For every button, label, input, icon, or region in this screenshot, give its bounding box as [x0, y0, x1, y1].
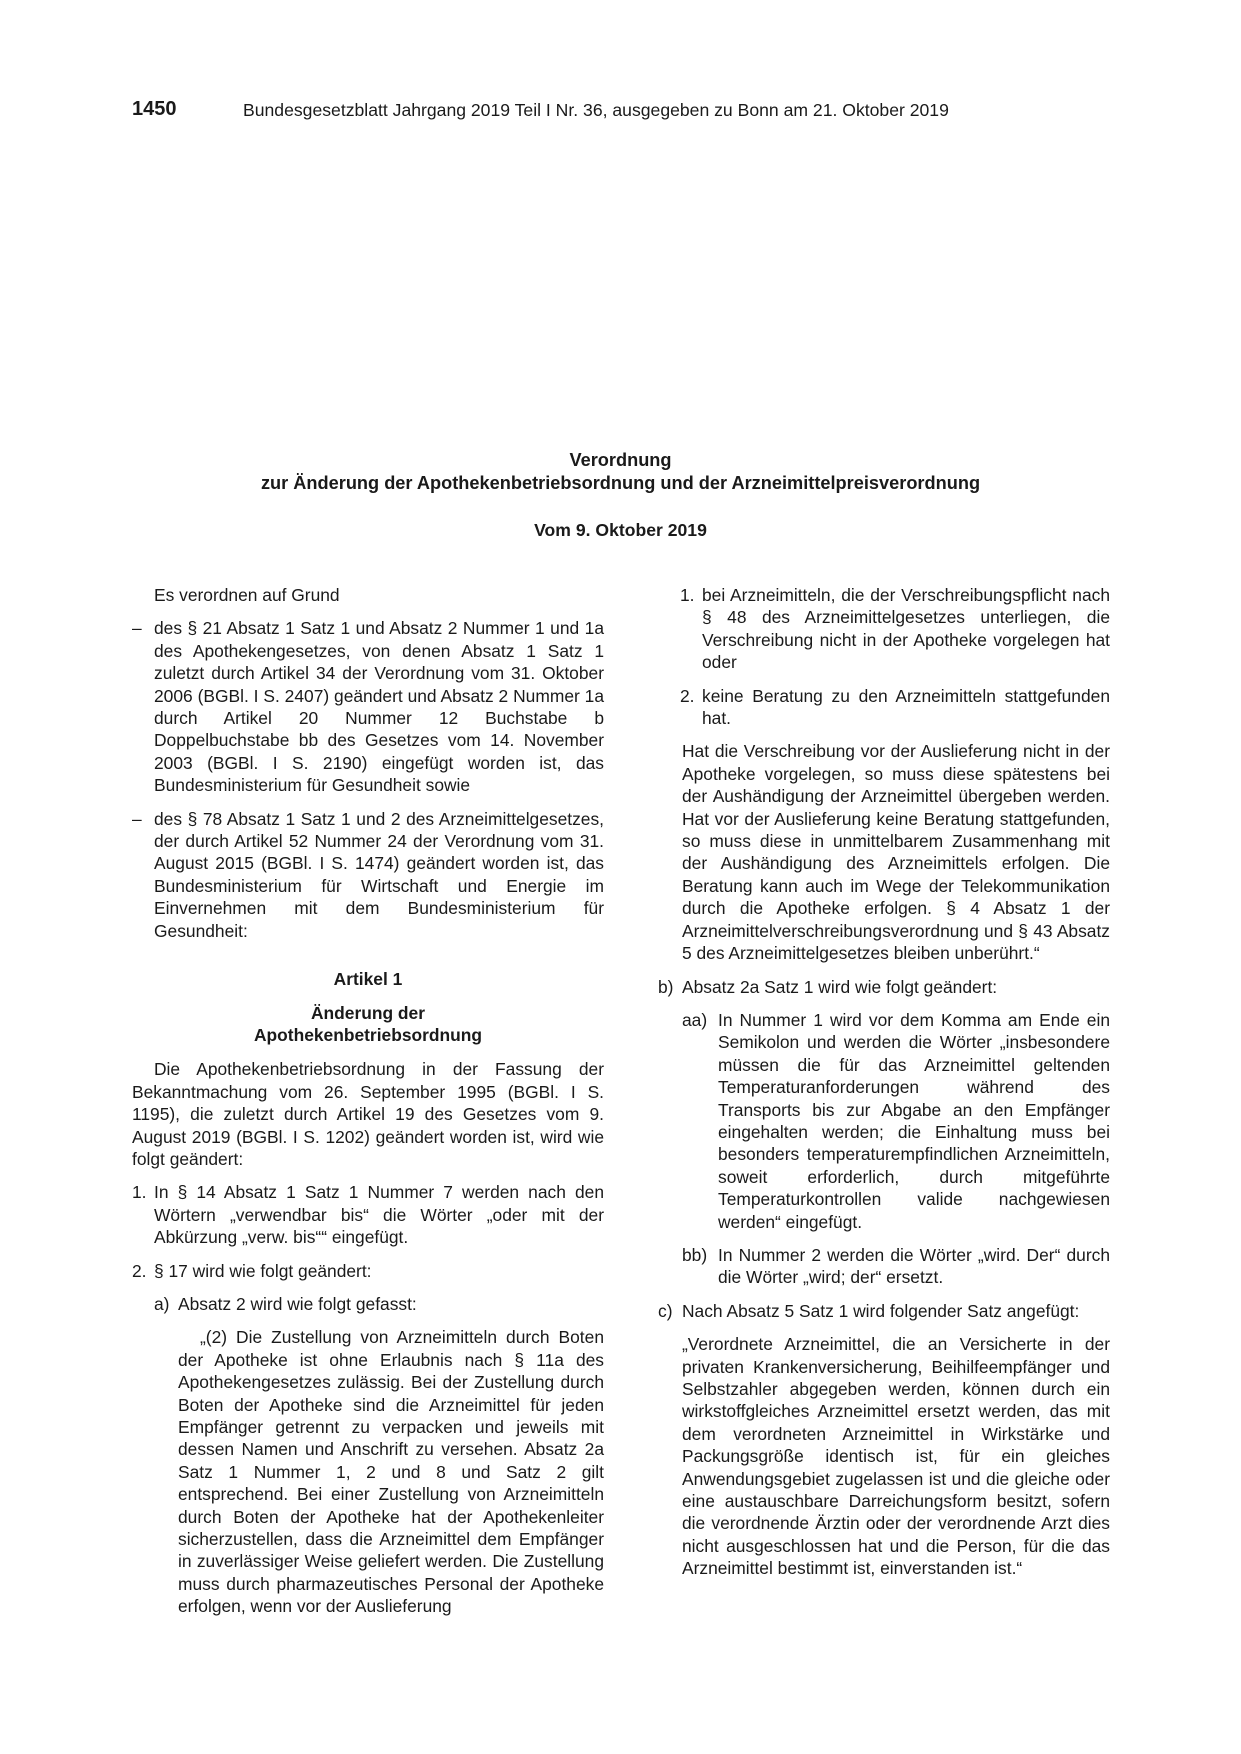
sub-marker: bb) [682, 1244, 708, 1265]
sub-item-a [132, 1293, 604, 1315]
page-number: 1450 [132, 98, 177, 120]
document-date: Vom 9. Oktober 2019 [534, 520, 707, 540]
left-column [132, 584, 604, 1618]
list-item-text: bei Arzneimitteln, die der Verschreibungspflicht nach § 48 des Arzneimittelgesetzes unterliegen, die Verschreibung nicht in der Apotheke vorgelegen hat oder [702, 585, 1110, 673]
list-marker: 1. [132, 1182, 147, 1203]
quoted-paragraph: „(2) Die Zustellung von Arzneimitteln durch Boten der Apotheke ist ohne Erlaubnis nach § 11a des Apothekengesetzes zulässig. Bei der Zustellung durch Boten der Apotheke sind die Arzneimittel für jeden Empfänger getrennt zu verpacken und jeweils mit dessen Namen und Anschrift zu versehen. Absatz 2a Satz 1 Nummer 1, 2 und 8 und Satz 2 gilt entsprechend. Bei einer Zustellung von Arzneimitteln durch Boten der Apotheke hat der Apothekenleiter sicherzustellen, dass die Arzneimittel dem Empfänger in zuverlässiger Weise geliefert werden. Die Zustellung muss durch pharmazeutisches Personal der Apotheke erfolgen, wenn vor der Auslieferung [178, 1327, 604, 1617]
article-heading: Artikel 1 [333, 969, 403, 990]
sub-marker: aa) [682, 1009, 708, 1030]
sub-item-text: In Nummer 1 wird vor dem Komma am Ende ein Semikolon und werden die Wörter „insbesondere müssen die für das Arzneimittel geltenden Temperaturanforderungen während des Transports bis zur Abgabe an den Empfänger eingehalten werden; die Einhaltung muss bei besonders temperaturempfindlichen Arzneimitteln, soweit erforderlich, durch mitgeführte Temperaturkontrollen valide nachgewiesen werden“ eingefügt. [718, 1009, 1110, 1232]
list-item-text: keine Beratung zu den Arzneimitteln stattgefunden hat. [702, 685, 1110, 729]
dash-marker: – [132, 618, 142, 639]
list-item-1 [132, 1181, 604, 1248]
list-marker: 1. [680, 585, 695, 605]
article-title-line-2: Apothekenbetriebsordnung [253, 1024, 482, 1045]
list-marker: 2. [680, 685, 695, 706]
sub-item-text: In Nummer 2 werden die Wörter „wird. Der“ durch die Wörter „wird; der“ ersetzt. [718, 1244, 1110, 1288]
article-body: Die Apothekenbetriebsordnung in der Fassung der Bekanntmachung vom 26. September 1995 (BGBl. I S. 1195), die zuletzt durch Artikel 19 des Gesetzes vom 9. August 2019 (BGBl. I S. 1202) geändert worden ist, wird wie folgt geändert: [132, 1059, 604, 1169]
document-title [132, 449, 1109, 495]
list-item-text: § 17 wird wie folgt geändert: [154, 1260, 372, 1281]
right-item-1 [680, 584, 1110, 674]
sub-item-aa [658, 1009, 1110, 1233]
dash-item-text: des § 21 Absatz 1 Satz 1 und Absatz 2 Nummer 1 und 1a des Apothekengesetzes, von denen Absatz 1 Satz 1 zuletzt durch Artikel 34 der Verordnung vom 31. Oktober 2006 (BGBl. I S. 2407) geändert und Absatz 2 Nummer 1a durch Artikel 20 Nummer 12 Buchstabe b Doppelbuchstabe bb des Gesetzes vom 14. November 2003 (BGBl. I S. 2190) eingefügt worden ist, das Bundesministerium für Gesundheit sowie [154, 618, 604, 796]
right-item-2 [680, 685, 1110, 730]
sub-marker: a) [154, 1293, 170, 1314]
sub-item-text: Absatz 2 wird wie folgt gefasst: [178, 1293, 417, 1314]
article-title [132, 1002, 604, 1047]
list-marker: 2. [132, 1260, 147, 1281]
list-item-2 [132, 1260, 604, 1282]
right-column [658, 584, 1110, 1580]
dash-item-1 [132, 617, 604, 796]
dash-item-text: des § 78 Absatz 1 Satz 1 und 2 des Arzneimittelgesetzes, der durch Artikel 52 Nummer 24 der Verordnung vom 31. August 2015 (BGBl. I S. 1474) geändert worden ist, das Bundesministerium für Wirtschaft und Energie im Einvernehmen mit dem Bundesministerium für Gesundheit: [154, 808, 604, 941]
dash-marker: – [132, 808, 142, 829]
intro-text: Es verordnen auf Grund [154, 585, 340, 605]
quoted-paragraph-c: „Verordnete Arzneimittel, die an Versicherte in der privaten Krankenversicherung, Beihilfeempfänger und Selbstzahler abgegeben werden, können durch ein wirkstoffgleiches Arzneimittel ersetzt werden, das mit dem verordneten Arzneimittel in Wirkstärke und Packungsgröße identisch ist, für ein gleiches Anwendungsgebiet zugelassen ist und die gleiche oder eine austauschbare Darreichungsform besitzt, sofern die verordnende Ärztin oder der verordnende Arzt dies nicht ausgeschlossen hat und die Person, für die das Arzneimittel bestimmt ist, einverstanden ist.“ [682, 1334, 1110, 1579]
running-title: Bundesgesetzblatt Jahrgang 2019 Teil I Nr. 36, ausgegeben zu Bonn am 21. Oktober 2019 [243, 100, 949, 120]
sub-marker: b) [658, 976, 674, 997]
sub-item-text: Nach Absatz 5 Satz 1 wird folgender Satz angefügt: [682, 1300, 1080, 1321]
article-title-line-1: Änderung der [310, 1002, 425, 1023]
sub-item-c [658, 1300, 1110, 1322]
sub-item-bb [658, 1244, 1110, 1289]
title-line-2: zur Änderung der Apothekenbetriebsordnung und der Arzneimittelpreisverordnung [260, 473, 981, 493]
dash-item-2 [132, 808, 604, 942]
page-header [132, 98, 1141, 124]
title-line-1: Verordnung [569, 450, 672, 470]
list-item-text: In § 14 Absatz 1 Satz 1 Nummer 7 werden nach den Wörtern „verwendbar bis“ die Wörter „oder mit der Abkürzung „verw. bis““ eingefügt. [154, 1182, 604, 1248]
right-paragraph: Hat die Verschreibung vor der Auslieferung nicht in der Apotheke vorgelegen, so muss diese spätestens bei der Aushändigung der Arzneimittel übergeben werden. Hat vor der Auslieferung keine Beratung stattgefunden, so muss diese in unmittelbarem Zusammenhang mit der Aushändigung des Arzneimittels erfolgen. Die Beratung kann auch im Wege der Telekommunikation durch die Apotheke erfolgen. § 4 Absatz 1 der Arzneimittelverschreibungsverordnung und § 43 Absatz 5 des Arzneimittelgesetzes bleiben unberührt.“ [682, 741, 1110, 964]
sub-item-text: Absatz 2a Satz 1 wird wie folgt geändert: [682, 976, 998, 997]
sub-marker: c) [658, 1300, 673, 1321]
sub-item-b [658, 976, 1110, 998]
